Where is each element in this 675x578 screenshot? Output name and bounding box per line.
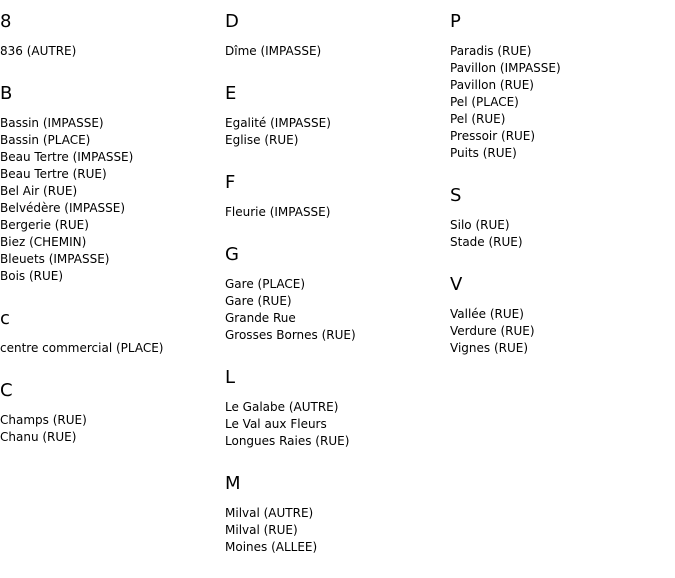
section-letter: G xyxy=(225,244,239,265)
street-list xyxy=(0,115,224,285)
letter-section-l xyxy=(225,366,449,450)
street-item: Stade (RUE) xyxy=(450,235,523,249)
section-letter: V xyxy=(450,274,463,295)
street-item: Pavillon (RUE) xyxy=(450,78,534,92)
street-list xyxy=(225,115,449,149)
letter-section-c-lower xyxy=(0,307,224,357)
letter-section-v xyxy=(450,273,674,357)
letter-section-s xyxy=(450,184,674,251)
street-item: Gare (RUE) xyxy=(225,294,292,308)
street-item: Longues Raies (RUE) xyxy=(225,434,350,448)
street-item: Beau Tertre (RUE) xyxy=(0,167,107,181)
letter-section-d xyxy=(225,10,449,60)
street-item: Bleuets (IMPASSE) xyxy=(0,252,110,266)
street-item: Verdure (RUE) xyxy=(450,324,535,338)
street-item: Vallée (RUE) xyxy=(450,307,524,321)
section-letter: D xyxy=(225,11,239,32)
street-list xyxy=(0,43,224,60)
street-list xyxy=(450,306,674,357)
street-item: Moines (ALLEE) xyxy=(225,540,318,554)
section-letter: P xyxy=(450,11,461,32)
street-item: Grande Rue xyxy=(225,311,296,325)
street-list xyxy=(450,43,674,162)
street-item: centre commercial (PLACE) xyxy=(0,341,164,355)
letter-section-c xyxy=(0,379,224,446)
street-index-column-1 xyxy=(0,10,224,468)
street-item: Bergerie (RUE) xyxy=(0,218,89,232)
letter-section-e xyxy=(225,82,449,149)
street-item: Bassin (IMPASSE) xyxy=(0,116,104,130)
street-item: Bassin (PLACE) xyxy=(0,133,91,147)
letter-section-p xyxy=(450,10,674,162)
street-item: Fleurie (IMPASSE) xyxy=(225,205,331,219)
street-item: Chanu (RUE) xyxy=(0,430,77,444)
street-item: Milval (AUTRE) xyxy=(225,506,314,520)
letter-section-8 xyxy=(0,10,224,60)
street-item: Milval (RUE) xyxy=(225,523,298,537)
section-letter: L xyxy=(225,367,236,388)
street-item: 836 (AUTRE) xyxy=(0,44,77,58)
street-list xyxy=(0,412,224,446)
section-letter: 8 xyxy=(0,11,12,32)
section-letter: S xyxy=(450,185,462,206)
street-item: Eglise (RUE) xyxy=(225,133,299,147)
street-list xyxy=(225,399,449,450)
letter-section-g xyxy=(225,243,449,344)
street-item: Bel Air (RUE) xyxy=(0,184,78,198)
section-letter: M xyxy=(225,473,241,494)
street-index-column-2 xyxy=(225,10,449,578)
letter-section-b xyxy=(0,82,224,285)
section-letter: C xyxy=(0,380,13,401)
section-letter: B xyxy=(0,83,13,104)
letter-section-m xyxy=(225,472,449,556)
street-item: Silo (RUE) xyxy=(450,218,510,232)
street-list xyxy=(450,217,674,251)
street-item: Le Val aux Fleurs xyxy=(225,417,327,431)
street-item: Dîme (IMPASSE) xyxy=(225,44,322,58)
street-list xyxy=(225,204,449,221)
street-item: Pavillon (IMPASSE) xyxy=(450,61,561,75)
street-item: Vignes (RUE) xyxy=(450,341,529,355)
street-item: Pel (RUE) xyxy=(450,112,506,126)
street-item: Paradis (RUE) xyxy=(450,44,532,58)
street-item: Grosses Bornes (RUE) xyxy=(225,328,356,342)
street-item: Gare (PLACE) xyxy=(225,277,306,291)
street-list xyxy=(225,505,449,556)
street-item: Bois (RUE) xyxy=(0,269,64,283)
section-letter: c xyxy=(0,308,10,329)
street-list xyxy=(225,276,449,344)
street-item: Beau Tertre (IMPASSE) xyxy=(0,150,134,164)
letter-section-f xyxy=(225,171,449,221)
street-item: Champs (RUE) xyxy=(0,413,87,427)
street-list xyxy=(0,340,224,357)
street-item: Egalité (IMPASSE) xyxy=(225,116,331,130)
street-item: Pel (PLACE) xyxy=(450,95,519,109)
street-list xyxy=(225,43,449,60)
street-item: Le Galabe (AUTRE) xyxy=(225,400,339,414)
street-item: Belvédère (IMPASSE) xyxy=(0,201,126,215)
street-index-column-3 xyxy=(450,10,674,379)
section-letter: F xyxy=(225,172,236,193)
street-item: Puits (RUE) xyxy=(450,146,517,160)
street-item: Pressoir (RUE) xyxy=(450,129,536,143)
street-item: Biez (CHEMIN) xyxy=(0,235,87,249)
section-letter: E xyxy=(225,83,237,104)
